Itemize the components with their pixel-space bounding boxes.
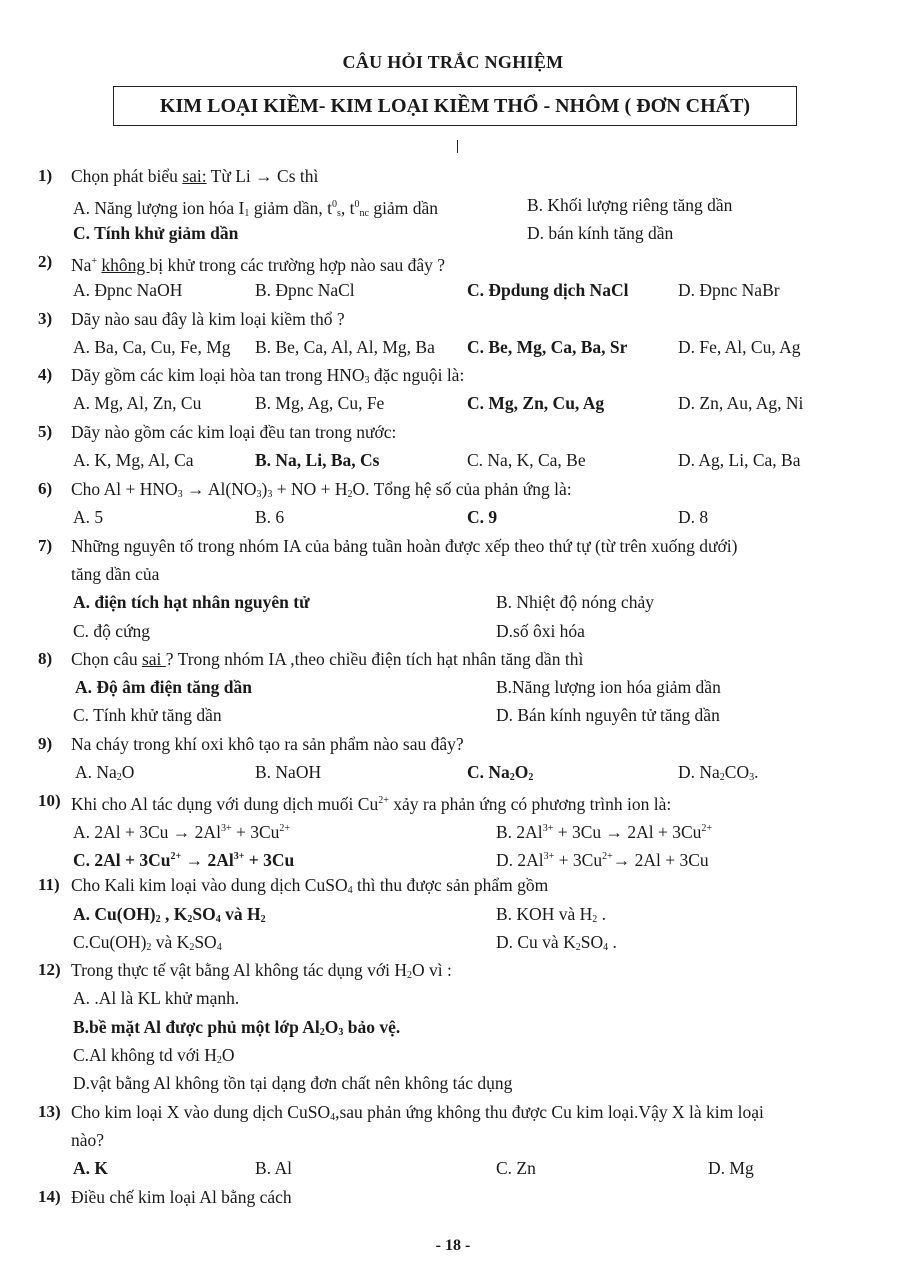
question-text: Những nguyên tố trong nhóm IA của bảng tuần hoàn được xếp theo thứ tự (từ trên xuống dưới) [71,536,738,556]
question-number: 4) [38,365,53,384]
page-number: - 18 - [435,1237,471,1254]
question-text: Cho Kali kim loại vào dung dịch CuSO$_4$ thì thu được sản phẩm gồm [71,875,549,896]
answer-option: A. Năng lượng ion hóa $I_1$ giảm dần, $t^0_s$, $t^0_{nc}$ giảm dần [73,198,438,219]
question-number: 1) [38,166,53,185]
answer-option: D. Cu và $K_2SO_4$ . [496,932,617,953]
answer-option: D. Đpnc NaBr [678,280,780,300]
correct-answer: A. điện tích hạt nhân nguyên tử [73,592,310,612]
question-text: Dãy gồm các kim loại hòa tan trong $HNO_3$ đặc nguội là: [71,365,465,386]
answer-option: D. 8 [678,507,709,527]
answer-option: B. 6 [255,507,285,527]
question-number: 12) [38,960,61,979]
section-heading: KIM LOẠI KIỀM- KIM LOẠI KIỀM THỔ - NHÔM ( ĐƠN CHẤT) [113,86,797,126]
correct-answer: C. $2Al + 3Cu^{2+} \to 2Al^{3+} + 3Cu$ [73,850,295,870]
answer-option: C. độ cứng [73,621,151,641]
correct-answer: A. $Cu(OH)_2$ , $K_2SO_4$ và $H_2$ [73,904,266,925]
question-text: tăng dần của [71,564,160,584]
answer-option: B. Be, Ca, Al, Al, Mg, Ba [255,337,435,357]
correct-answer: A. Độ âm điện tăng dần [75,677,252,697]
answer-option: C. Tính khử tăng dần [73,705,222,725]
answer-option: B. $2Al^{3+} + 3Cu \to 2Al + 3Cu^{2+}$ [496,822,713,842]
answer-option: D. bán kính tăng dần [527,223,674,243]
answer-option: D. Bán kính nguyên tử tăng dần [496,705,720,725]
answer-option: D. $Na_2CO_3$. [678,762,759,783]
correct-answer: C. Đpdung dịch NaCl [467,280,629,300]
question-text: Chọn phát biểu sai: Từ Li → Cs thì [71,166,319,186]
correct-answer: A. K [73,1158,108,1178]
question-text: Chọn câu sai ? Trong nhóm IA ,theo chiều điện tích hạt nhân tăng dần thì [71,649,584,669]
answer-option: B. Nhiệt độ nóng chảy [496,592,654,612]
answer-option: B. KOH và $H_2$ . [496,904,606,925]
answer-option: A. $Na_2O$ [75,762,135,783]
question-text: Na+ không bị khử trong các trường hợp nào sau đây ? [71,255,446,275]
answer-option: C.Al không td với $H_2O$ [73,1045,235,1066]
correct-answer: C. 9 [467,507,498,527]
answer-option: B. Đpnc NaCl [255,280,355,300]
question-number: 2) [38,252,53,271]
answer-option: D. Zn, Au, Ag, Ni [678,393,804,413]
page-title: CÂU HỎI TRẮC NGHIỆM [342,52,564,72]
answer-option: C. Na, K, Ca, Be [467,450,586,470]
answer-option: D. Fe, Al, Cu, Ag [678,337,801,357]
question-text: Dãy nào sau đây là kim loại kiềm thổ ? [71,309,345,329]
answer-option: B. NaOH [255,762,322,782]
answer-option: A. Ba, Ca, Cu, Fe, Mg [73,337,231,357]
answer-option: A. K, Mg, Al, Ca [73,450,194,470]
answer-option: B.Năng lượng ion hóa giảm dần [496,677,721,697]
question-text: Dãy nào gồm các kim loại đều tan trong nước: [71,422,397,442]
question-text: nào? [71,1130,105,1150]
answer-option: A. Mg, Al, Zn, Cu [73,393,202,413]
question-number: 11) [38,875,60,894]
answer-option: A. $2Al + 3Cu \to 2Al^{3+} + 3Cu^{2+}$ [73,822,291,842]
question-text: Trong thực tế vật bằng Al không tác dụng với $H_2O$ vì : [71,960,452,981]
answer-option: A. 5 [73,507,104,527]
answer-option: D.số ôxi hóa [496,621,585,641]
answer-option: C. Zn [496,1158,536,1178]
question-text: Na cháy trong khí oxi khô tạo ra sản phẩm nào sau đây? [71,734,464,754]
answer-option: D. Mg [708,1158,754,1178]
question-text: Khi cho Al tác dụng với dung dịch muối $Cu^{2+}$ xảy ra phản ứng có phương trình ion là: [71,794,672,814]
question-number: 10) [38,791,61,810]
correct-answer: B. Na, Li, Ba, Cs [255,450,380,470]
answer-option: A. .Al là KL khử mạnh. [73,988,240,1008]
answer-option: $C.Cu(OH)_2$ và $K_2SO_4$ [73,932,222,953]
question-number: 7) [38,536,53,555]
correct-answer: C. Tính khử giảm dần [73,223,239,243]
question-text: Cho kim loại X vào dung dịch CuSO$_4$,sau phản ứng không thu được Cu kim loại.Vậy X là kim loại [71,1102,764,1123]
question-number: 9) [38,734,53,753]
question-text: Cho $Al + HNO_3 \to Al(NO_3)_3$ + NO + $H_2O$. Tổng hệ số của phản ứng là: [71,479,572,500]
question-text: Điều chế kim loại Al bằng cách [71,1187,292,1207]
answer-option: B. Mg, Ag, Cu, Fe [255,393,385,413]
correct-answer: C. Mg, Zn, Cu, Ag [467,393,605,413]
answer-option: A. Đpnc NaOH [73,280,183,300]
correct-answer: B.bề mặt Al được phủ một lớp $Al_2O_3$ bảo vệ. [73,1017,401,1038]
question-number: 13) [38,1102,61,1121]
question-number: 14) [38,1187,61,1206]
answer-option: B. Al [255,1158,292,1178]
question-number: 6) [38,479,53,498]
correct-answer: C. Be, Mg, Ca, Ba, Sr [467,337,628,357]
answer-option: D. Ag, Li, Ca, Ba [678,450,801,470]
answer-option: D. $2Al^{3+} + 3Cu^{2+}\to 2Al + 3Cu$ [496,850,709,870]
question-number: 5) [38,422,53,441]
question-number: 8) [38,649,53,668]
answer-option: D.vật bằng Al không tồn tại dạng đơn chất nên không tác dụng [73,1073,513,1093]
correct-answer: C. $Na_2O_2$ [467,762,534,783]
answer-option: B. Khối lượng riêng tăng dần [527,195,733,215]
question-number: 3) [38,309,53,328]
text-cursor [457,140,458,153]
